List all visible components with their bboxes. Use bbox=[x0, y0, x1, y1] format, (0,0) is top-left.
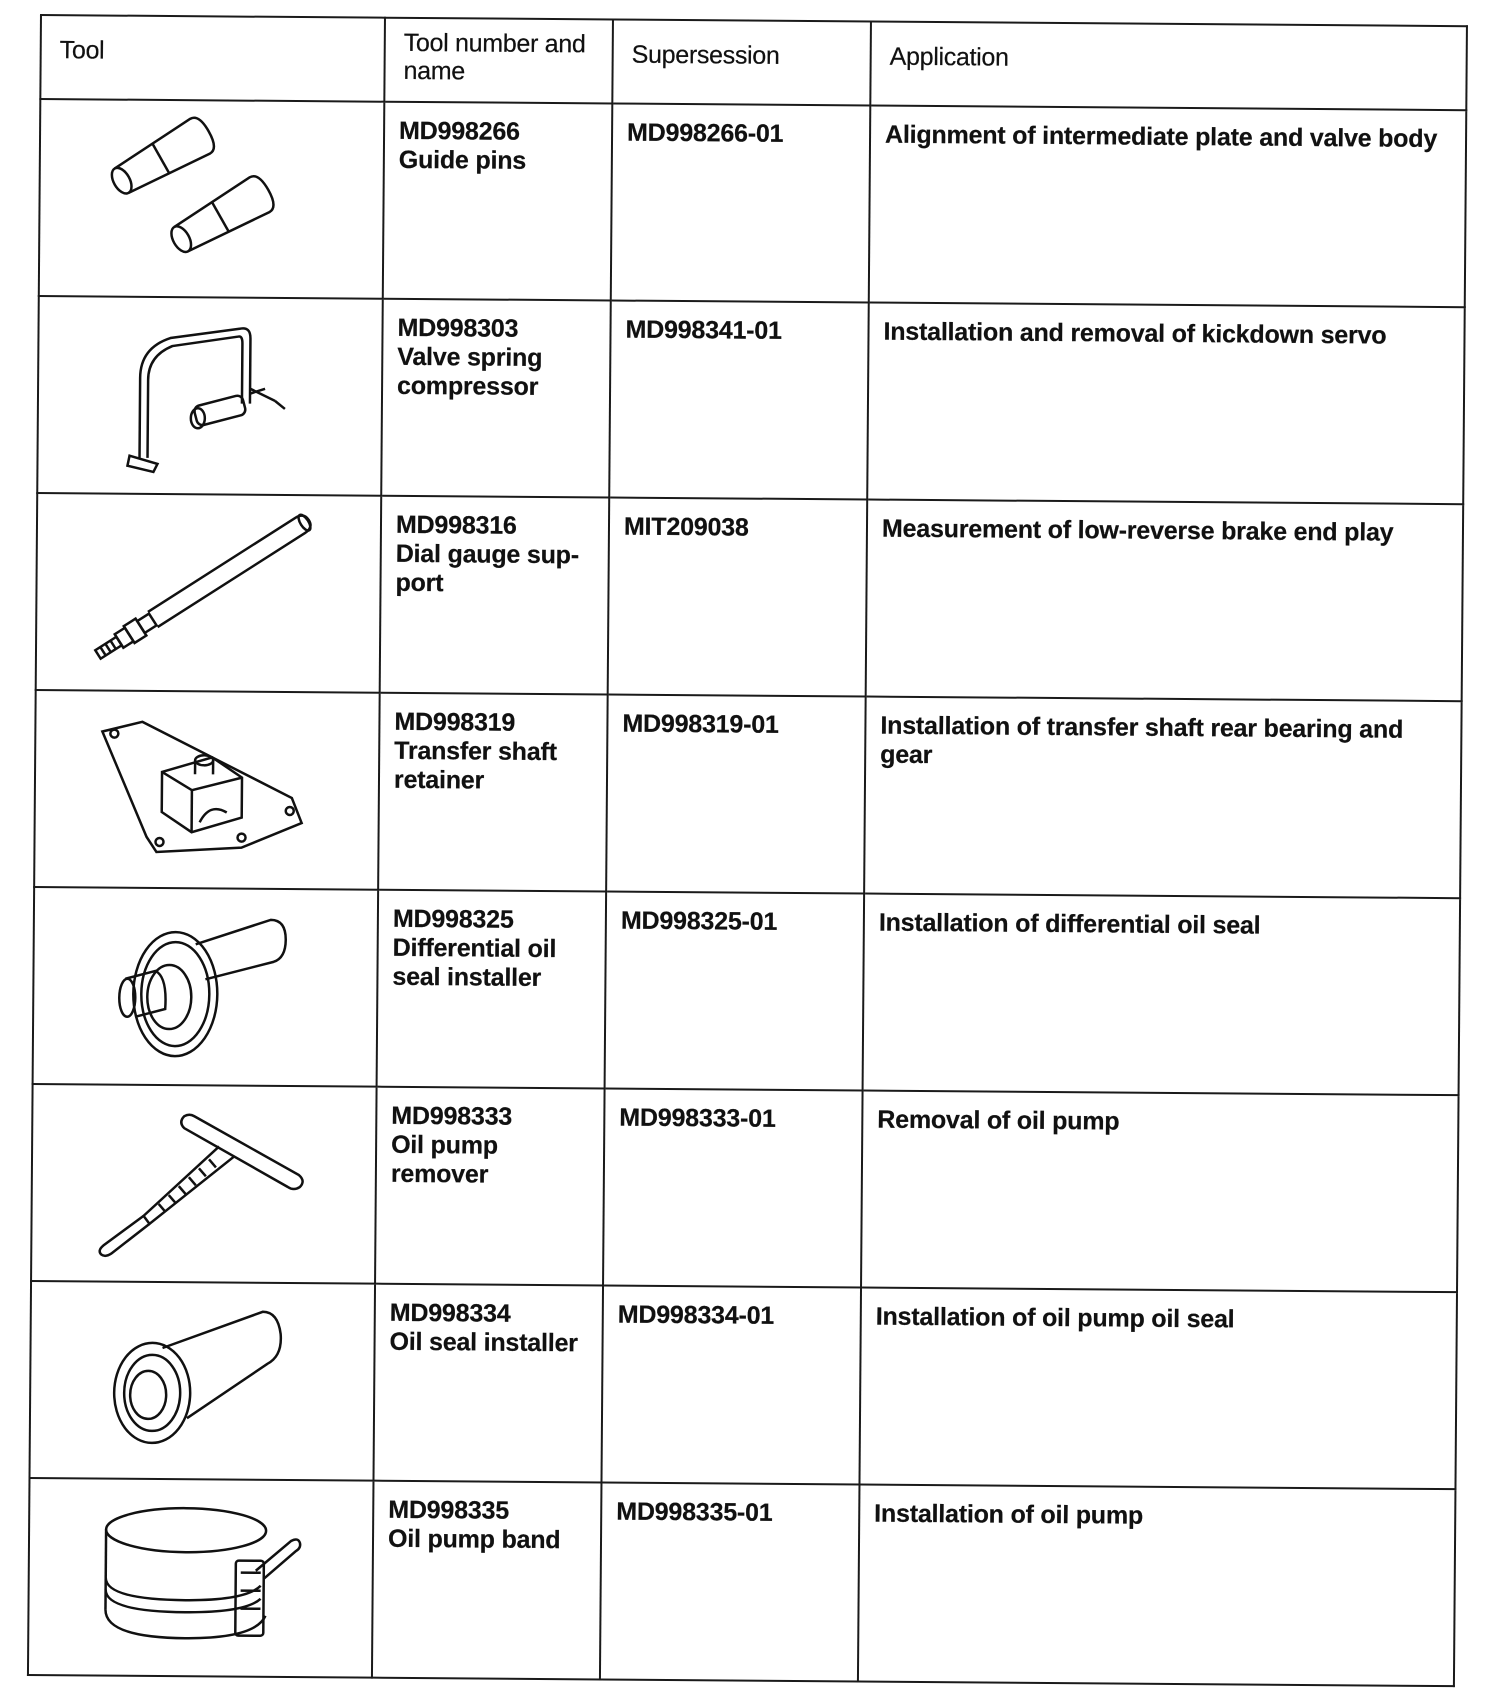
tool-name: Transfer shaft retainer bbox=[393, 736, 557, 795]
application-cell: Installation of oil pump oil seal bbox=[859, 1287, 1457, 1489]
supersession-cell: MD998325-01 bbox=[605, 891, 865, 1090]
guide-pins-icon bbox=[101, 110, 322, 282]
table-row bbox=[36, 493, 1464, 701]
tool-illustration-cell bbox=[28, 1478, 374, 1678]
table-row bbox=[33, 887, 1461, 1095]
header-application: Application bbox=[870, 22, 1467, 111]
tool-number: MD998319 bbox=[394, 707, 516, 737]
application-cell: Removal of oil pump bbox=[861, 1090, 1459, 1292]
supersession-cell: MD998319-01 bbox=[606, 694, 866, 893]
tool-number-name-cell bbox=[378, 693, 608, 892]
table-row bbox=[30, 1281, 1458, 1489]
supersession-cell: MIT209038 bbox=[608, 497, 868, 696]
tool-number: MD998266 bbox=[398, 116, 520, 146]
tool-number: MD998316 bbox=[395, 510, 517, 540]
tool-number-name-cell bbox=[372, 1481, 602, 1680]
table-row bbox=[28, 1478, 1456, 1686]
tool-name: Oil pump band bbox=[387, 1524, 561, 1555]
tool-name: Oil seal installer bbox=[389, 1327, 578, 1358]
tool-number-name-cell bbox=[381, 299, 611, 498]
application-cell: Installation of differential oil seal bbox=[863, 893, 1461, 1095]
tool-illustration-cell bbox=[36, 493, 382, 693]
table-row bbox=[37, 296, 1465, 504]
supersession-cell: MD998341-01 bbox=[609, 300, 869, 499]
application-cell: Installation and removal of kickdown servo bbox=[867, 303, 1465, 505]
supersession-cell: MD998333-01 bbox=[603, 1088, 863, 1287]
tool-name: Oil pump remover bbox=[390, 1130, 498, 1189]
tool-illustration-cell bbox=[33, 887, 379, 1087]
application-cell: Installation of oil pump bbox=[858, 1484, 1456, 1686]
oil-pump-remover-icon bbox=[83, 1095, 324, 1267]
oil-seal-installer-icon bbox=[92, 1292, 313, 1464]
tool-number-name-cell bbox=[380, 496, 610, 695]
tool-illustration-cell bbox=[39, 99, 385, 299]
tool-name: Guide pins bbox=[398, 145, 527, 175]
special-tools-table bbox=[27, 14, 1468, 1687]
header-supersession: Supersession bbox=[612, 20, 871, 106]
tool-number: MD998335 bbox=[388, 1495, 510, 1525]
supersession-cell: MD998334-01 bbox=[601, 1285, 861, 1484]
tool-number: MD998325 bbox=[392, 904, 514, 934]
tool-number-name-cell bbox=[373, 1284, 603, 1483]
tool-illustration-cell bbox=[31, 1084, 377, 1284]
tool-number: MD998333 bbox=[391, 1101, 513, 1131]
header-tool-number-name: Tool number and name bbox=[384, 18, 613, 104]
oil-pump-band-icon bbox=[85, 1489, 316, 1661]
tool-illustration-cell bbox=[34, 690, 380, 890]
header-tool: Tool bbox=[40, 15, 385, 102]
transfer-shaft-retainer-icon bbox=[91, 701, 322, 873]
table-row bbox=[34, 690, 1462, 898]
tool-number: MD998303 bbox=[397, 313, 519, 343]
table-header-row bbox=[40, 15, 1467, 110]
supersession-cell: MD998266-01 bbox=[611, 103, 871, 302]
tool-illustration-cell bbox=[37, 296, 383, 496]
tool-number-name-cell bbox=[383, 102, 613, 301]
tool-number: MD998334 bbox=[389, 1298, 511, 1328]
application-cell: Alignment of intermediate plate and valve body bbox=[869, 106, 1467, 308]
supersession-cell: MD998335-01 bbox=[600, 1482, 860, 1681]
tool-name: Valve spring compressor bbox=[396, 342, 543, 401]
valve-spring-compressor-icon bbox=[99, 307, 320, 479]
differential-oil-seal-installer-icon bbox=[95, 898, 316, 1070]
table-row bbox=[39, 99, 1467, 307]
application-cell: Measurement of low-reverse brake end play bbox=[866, 500, 1464, 702]
tool-number-name-cell bbox=[377, 890, 607, 1089]
dial-gauge-support-icon bbox=[78, 504, 339, 676]
tool-illustration-cell bbox=[30, 1281, 376, 1481]
tool-name: Dial gauge sup-port bbox=[395, 539, 580, 598]
tool-name: Differential oil seal installer bbox=[392, 933, 557, 992]
table-row bbox=[31, 1084, 1459, 1292]
tool-number-name-cell bbox=[375, 1087, 605, 1286]
application-cell: Installation of transfer shaft rear bearing and gear bbox=[864, 697, 1462, 899]
